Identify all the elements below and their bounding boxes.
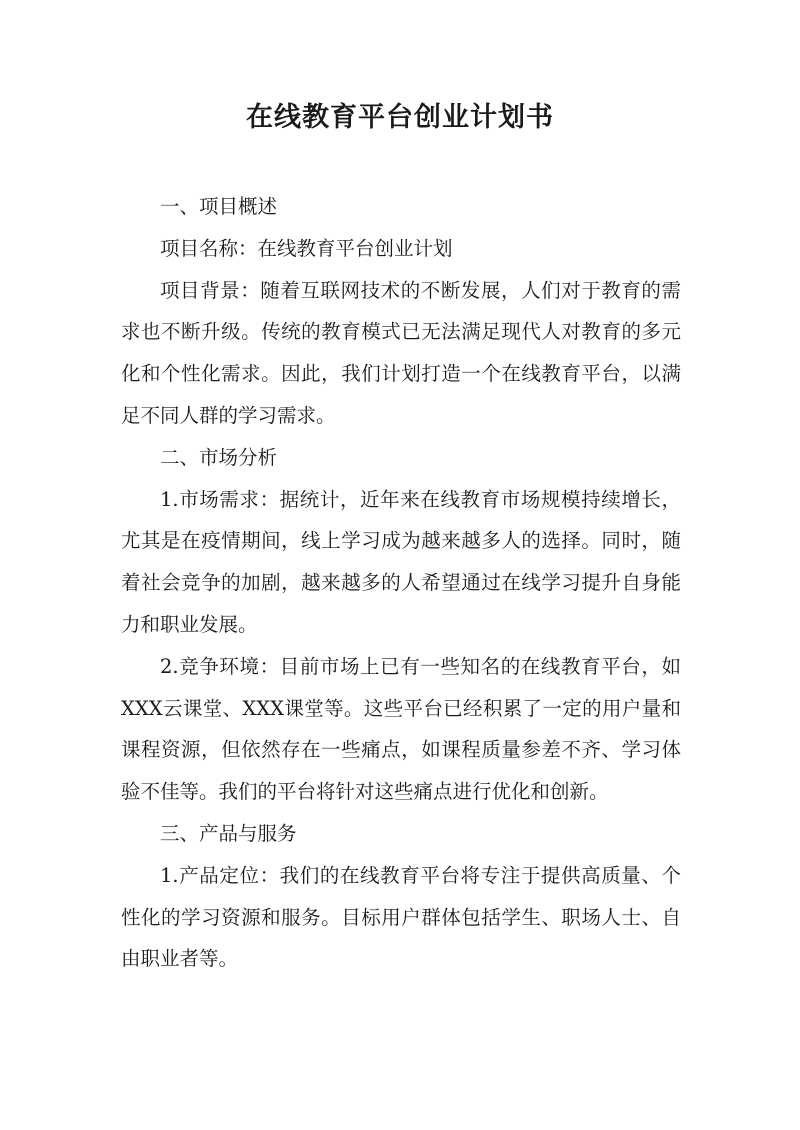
- paragraph-market-demand: 1.市场需求：据统计，近年来在线教育市场规模持续增长，尤其是在疫情期间，线上学习成为越来越多人的选择。同时，随着社会竞争的加剧，越来越多的人希望通过在线学习提升自身能力和职业发展。: [121, 487, 681, 636]
- paragraph-project-background: 项目背景：随着互联网技术的不断发展，人们对于教育的需求也不断升级。传统的教育模式已无法满足现代人对教育的多元化和个性化需求。因此，我们计划打造一个在线教育平台，以满足不同人群的学习需求。: [121, 278, 681, 427]
- document-title: 在线教育平台创业计划书: [246, 102, 554, 133]
- section-heading-market-analysis: 二、市场分析: [160, 445, 278, 469]
- paragraph-competition: 2.竞争环境：目前市场上已有一些知名的在线教育平台，如XXX云课堂、XXX课堂等。这些平台已经积累了一定的用户量和课程资源，但依然存在一些痛点，如课程质量参差不齐、学习体验不佳等。我们的平台将针对这些痛点进行优化和创新。: [121, 654, 681, 804]
- paragraph-product-positioning: 1.产品定位：我们的在线教育平台将专注于提供高质量、个性化的学习资源和服务。目标用户群体包括学生、职场人士、自由职业者等。: [121, 863, 681, 971]
- document-body: [121, 186, 681, 980]
- paragraph-project-name: 项目名称：在线教育平台创业计划: [160, 236, 453, 260]
- section-heading-products-services: 三、产品与服务: [160, 821, 297, 845]
- section-heading-overview: 一、项目概述: [160, 195, 278, 218]
